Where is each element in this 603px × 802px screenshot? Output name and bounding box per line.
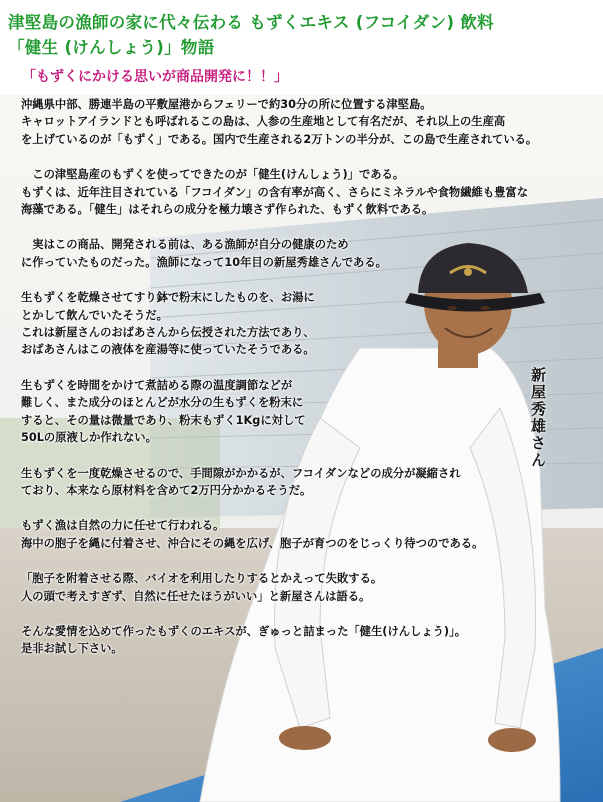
text-line: 是非お試し下さい。 [21, 642, 123, 656]
text-line: 生もずくを乾燥させてすり鉢で粉末にしたものを、お湯に [21, 291, 315, 305]
text-line: 難しく、また成分のほとんどが水分の生もずくを粉末に [21, 396, 304, 410]
text-line: 人の頭で考えすぎず、自然に任せたほうがいい」と新屋さんは語る。 [21, 589, 371, 603]
text-line: 海中の胞子を縄に付着させ、沖合にその縄を広げ、胞子が育つのをじっくり待つのである。 [21, 536, 484, 550]
paragraph [21, 236, 596, 271]
article-body [21, 96, 596, 676]
paragraph [21, 166, 596, 218]
text-line: を上げているのが「もずく」である。国内で生産される2万トンの半分が、この島で生産されている。 [21, 132, 538, 146]
text-line: ており、本来なら原材料を含めて2万円分かかるそうだ。 [21, 483, 312, 497]
photo-caption: 新屋秀雄さん [529, 367, 547, 469]
text-line: 沖縄県中部、勝連半島の平敷屋港からフェリーで約30分の所に位置する津堅島。 [21, 98, 432, 111]
text-line: もずくは、近年注目されている「フコイダン」の含有率が高く、さらにミネラルや食物繊維も豊富な [21, 185, 529, 199]
text-line: に作っていたものだった。漁師になって10年目の新屋秀雄さんである。 [21, 255, 387, 269]
text-line: 「胞子を附着させる際、バイオを利用したりするとかえって失敗する。 [21, 572, 383, 586]
text-line: 海藻である。「健生」はそれらの成分を極力壊さず作られた、もずく飲料である。 [21, 203, 434, 217]
text-line: すると、その量は微量であり、粉末もずく1Kgに対して [21, 413, 306, 427]
article-header [0, 0, 603, 95]
article-title-line2: 「健生 (けんしょう)」物語 [8, 38, 215, 57]
catch-copy: 「もずくにかける思いが商品開発に！！」 [22, 69, 288, 85]
paragraph [21, 289, 596, 359]
text-line: キャロットアイランドとも呼ばれるこの島は、人参の生産地として有名だが、それ以上の生産高 [21, 115, 506, 129]
text-line: この津堅島産のもずくを使ってできたのが「健生(けんしょう)」である。 [21, 168, 405, 182]
paragraph [21, 377, 596, 447]
text-line: おばあさんはこの液体を産湯等に使っていたそうである。 [21, 343, 315, 357]
text-line: とかして飲んでいたそうだ。 [21, 308, 168, 322]
paragraph [21, 465, 596, 500]
article-title-line1: 津堅島の漁師の家に代々伝わる もずくエキス (フコイダン) 飲料 [8, 13, 494, 32]
paragraph [21, 570, 596, 605]
text-line: 生もずくを一度乾燥させるので、手間隙がかかるが、フコイダンなどの成分が凝縮され [21, 466, 461, 480]
text-line: 50Lの原液しか作れない。 [21, 431, 157, 445]
text-line: 生もずくを時間をかけて煮詰める際の温度調節などが [21, 378, 293, 392]
paragraph [21, 517, 596, 552]
paragraph [21, 96, 596, 148]
text-line: これは新屋さんのおばあさんから伝授された方法であり、 [21, 326, 315, 340]
text-line: そんな愛情を込めて作ったもずくのエキスが、ぎゅっと詰まった「健生(けんしょう)」。 [21, 624, 467, 638]
paragraph [21, 623, 596, 658]
text-line: 実はこの商品、開発される前は、ある漁師が自分の健康のため [21, 238, 349, 252]
text-line: もずく漁は自然の力に任せて行われる。 [21, 519, 225, 533]
